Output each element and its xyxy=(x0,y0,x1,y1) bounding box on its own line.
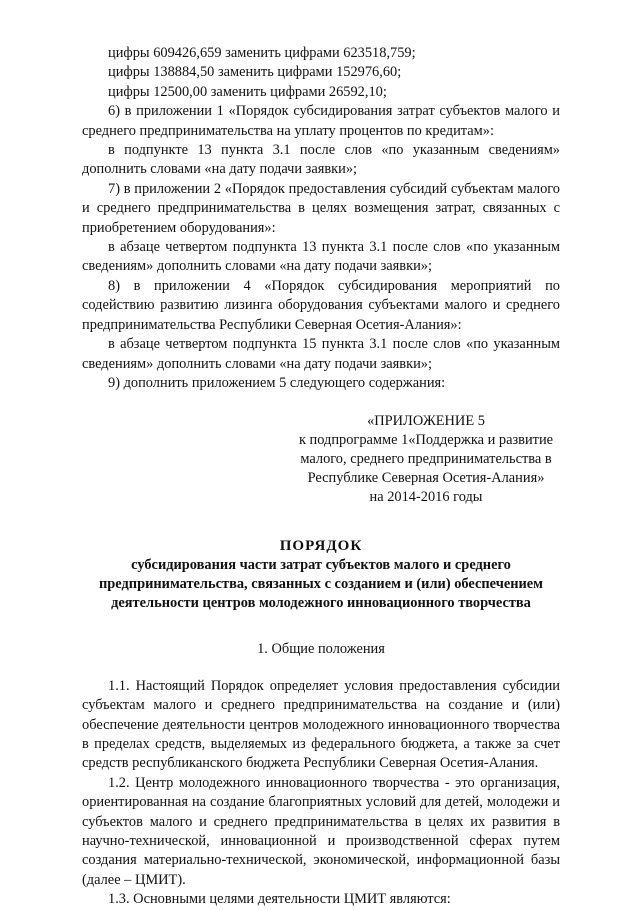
paragraph: 7) в приложении 2 «Порядок предоставления субсидий субъектам малого и среднего предпринимательства в целях возмещения затрат, связанных с приобретением оборудования»: xyxy=(82,180,560,236)
appendix-line: к подпрограмме 1«Поддержка и развитие xyxy=(298,432,554,449)
appendix-line: «ПРИЛОЖЕНИЕ 5 xyxy=(367,413,485,430)
paragraph: цифры 609426,659 заменить цифрами 623518,759; xyxy=(108,45,416,61)
appendix-line: на 2014-2016 годы xyxy=(369,489,483,506)
section-heading: 1. Общие положения xyxy=(257,641,385,658)
title-line: субсидирования части затрат субъектов малого и среднего xyxy=(131,557,511,574)
paragraph: 1.1. Настоящий Порядок определяет условия предоставления субсидии субъектам малого и среднего предпринимательства на создание и (или) обеспечение деятельности центров молодежного инновационного творчества в пределах средств, выделяемых из федерального бюджета, а также за счет средств республиканского бюджета Республики Северная Осетия-Алания. xyxy=(82,677,560,772)
title-line: деятельности центров молодежного инновационного творчества xyxy=(111,595,531,612)
document-content xyxy=(82,44,560,910)
paragraph: 6) в приложении 1 «Порядок субсидирования затрат субъектов малого и среднего предпринимательства на уплату процентов по кредитам»: xyxy=(82,103,560,139)
paragraph: цифры 138884,50 заменить цифрами 152976,60; xyxy=(108,64,402,81)
appendix-line: малого, среднего предпринимательства в xyxy=(300,451,552,468)
paragraph: 8) в приложении 4 «Порядок субсидирования мероприятий по содействию развитию лизинга оборудования субъектами малого и среднего предпринимательства Республики Северная Осетия-Алания»: xyxy=(82,277,560,333)
paragraph: в абзаце четвертом подпункта 15 пункта 3.1 после слов «по указанным сведениям» дополнить словами «на дату подачи заявки»; xyxy=(82,336,560,372)
title-main: ПОРЯДОК xyxy=(279,538,363,555)
appendix-line: Республике Северная Осетия-Алания» xyxy=(307,470,545,487)
document-title xyxy=(82,536,560,613)
appendix-header xyxy=(292,412,560,507)
paragraph: в подпункте 13 пункта 3.1 после слов «по указанным сведениям» дополнить словами «на дату подачи заявки»; xyxy=(82,142,560,178)
paragraph: цифры 12500,00 заменить цифрами 26592,10; xyxy=(108,83,387,100)
paragraph: в абзаце четвертом подпункта 13 пункта 3.1 после слов «по указанным сведениям» дополнить словами «на дату подачи заявки»; xyxy=(82,239,560,275)
paragraph: 9) дополнить приложением 5 следующего содержания: xyxy=(108,374,446,391)
paragraph: 1.3. Основными целями деятельности ЦМИТ являются: xyxy=(108,891,451,908)
paragraph: 1.2. Центр молодежного инновационного творчества - это организация, ориентированная на создание благоприятных условий для детей, молодежи и субъектов малого и среднего предпринимательства в целях их развития в научно-технической, инновационной и производственной сферах путем создания материально-технической, экономической, информационной базы (далее – ЦМИТ). xyxy=(82,774,560,888)
title-line: предпринимательства, связанных с созданием и (или) обеспечением xyxy=(99,576,543,593)
